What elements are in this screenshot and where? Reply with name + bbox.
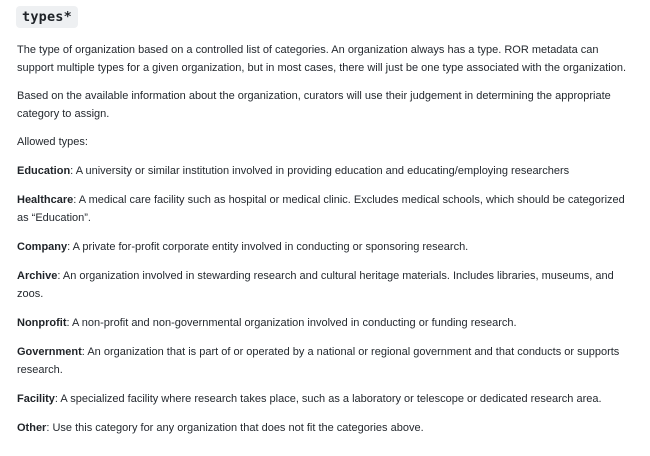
type-name: Company [17, 241, 68, 253]
type-item-government: Government: An organization that is part of or operated by a national or regional government and that conducts or supports research. [17, 346, 620, 376]
type-name: Healthcare [17, 194, 74, 206]
type-definition: An organization that is part of or operated by a national or regional government and that conducts or supports research. [17, 346, 620, 376]
type-item-company: Company: A private for-profit corporate entity involved in conducting or sponsoring research. [17, 241, 469, 253]
type-definition: A specialized facility where research takes place, such as a laboratory or telescope or dedicated research area. [60, 393, 602, 405]
type-item-other: Other: Use this category for any organization that does not fit the categories above. [17, 422, 424, 434]
type-name: Archive [17, 270, 58, 282]
type-name: Nonprofit [17, 317, 67, 329]
type-definition: A university or similar institution involved in providing education and educating/employing researchers [75, 165, 570, 177]
field-name: types [22, 9, 64, 25]
type-definition: A non-profit and non-governmental organization involved in conducting or funding research. [72, 317, 517, 329]
type-item-nonprofit: Nonprofit: A non-profit and non-governmental organization involved in conducting or funding research. [17, 317, 517, 329]
required-marker: * [63, 9, 72, 25]
type-definition: Use this category for any organization that does not fit the categories above. [52, 422, 424, 434]
type-item-healthcare: Healthcare: A medical care facility such as hospital or medical clinic. Excludes medical schools, which should be categorized as “Education”. [17, 194, 625, 224]
type-name: Facility [17, 393, 55, 405]
allowed-types-label: Allowed types: [17, 136, 88, 148]
type-definition: A medical care facility such as hospital or medical clinic. Excludes medical schools, which should be categorized as “Education”. [17, 194, 625, 224]
type-item-education: Education: A university or similar institution involved in providing education and educating/employing researchers [17, 165, 570, 177]
type-name: Other [17, 422, 47, 434]
field-description: The type of organization based on a controlled list of categories. An organization always has a type. ROR metadata can support multiple types for a given organization, but in most cases, there will just be one type associated with the organization. [17, 44, 627, 74]
type-name: Education [17, 165, 71, 177]
type-definition: An organization involved in stewarding research and cultural heritage materials. Includes libraries, museums, and zoos. [17, 270, 614, 300]
field-heading [16, 6, 78, 28]
types-documentation [17, 6, 627, 437]
type-item-archive: Archive: An organization involved in stewarding research and cultural heritage materials. Includes libraries, museums, and zoos. [17, 270, 614, 300]
type-definition: A private for-profit corporate entity involved in conducting or sponsoring research. [72, 241, 469, 253]
type-item-facility: Facility: A specialized facility where research takes place, such as a laboratory or telescope or dedicated research area. [17, 393, 602, 405]
curation-note: Based on the available information about the organization, curators will use their judgement in determining the appropriate category to assign. [17, 90, 611, 120]
type-name: Government [17, 346, 82, 358]
